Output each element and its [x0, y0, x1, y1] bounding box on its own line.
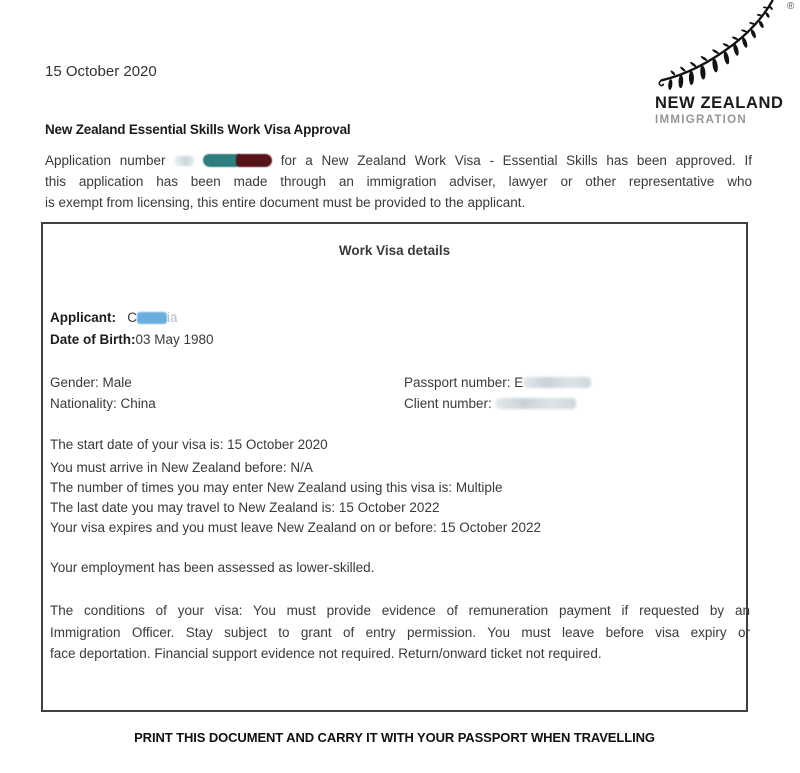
box-title: Work Visa details [338, 243, 451, 258]
applicant-visible-initial: C [127, 310, 138, 325]
redaction-application-number-remnant [174, 156, 194, 166]
visa-arrive-before-line: You must arrive in New Zealand before: N/A [50, 460, 313, 475]
dob-value: 03 May 1980 [135, 332, 214, 347]
passport-number-row [404, 375, 591, 390]
client-number-row [404, 396, 576, 411]
dob-label: Date of Birth: [50, 332, 136, 347]
visa-entries-line: The number of times you may enter New Zealand using this visa is: Multiple [50, 480, 503, 495]
redaction-application-number-maroon [236, 154, 272, 167]
document-date: 15 October 2020 [45, 63, 157, 80]
intro-line-3: is exempt from licensing, this entire document must be provided to the applicant. [45, 194, 526, 210]
logo-text-new-zealand: NEW ZEALAND [655, 94, 784, 112]
silver-fern-icon [650, 0, 784, 92]
visa-conditions-paragraph [50, 600, 750, 665]
conditions-line-2: Immigration Officer. Stay subject to grant of entry permission. You must leave before visa expiry or [50, 624, 750, 640]
applicant-name-remnant: ia [167, 310, 178, 325]
visa-start-date-line: The start date of your visa is: 15 October 2020 [50, 437, 328, 452]
conditions-line-1: The conditions of your visa: You must provide evidence of remuneration payment if requested by an [50, 603, 750, 618]
immigration-nz-logo [648, 0, 798, 132]
visa-last-travel-date-line: The last date you may travel to New Zealand is: 15 October 2022 [50, 500, 440, 515]
document-title: New Zealand Essential Skills Work Visa Approval [45, 122, 351, 137]
redaction-client-number [496, 398, 576, 409]
client-label: Client number: [404, 396, 492, 411]
conditions-line-3: face deportation. Financial support evidence not required. Return/onward ticket not required. [50, 646, 602, 662]
visa-expiry-line: Your visa expires and you must leave New Zealand on or before: 15 October 2022 [50, 520, 542, 535]
registered-trademark-icon: ® [787, 1, 795, 12]
passport-label: Passport number: E [404, 375, 524, 390]
redaction-passport-number [523, 377, 591, 388]
redaction-applicant-name [137, 312, 167, 324]
date-of-birth-row [50, 332, 214, 347]
applicant-label: Applicant: [50, 310, 116, 325]
work-visa-details-box [41, 222, 748, 712]
intro-paragraph [45, 151, 752, 213]
intro-line1-post: for a New Zealand Work Visa - Essential Skills has been approved. If [280, 153, 752, 168]
applicant-row [50, 310, 178, 325]
employment-assessment-line: Your employment has been assessed as lower-skilled. [50, 560, 375, 575]
nationality-row: Nationality: China [50, 396, 156, 411]
print-instruction: PRINT THIS DOCUMENT AND CARRY IT WITH YOUR PASSPORT WHEN TRAVELLING [134, 730, 655, 745]
intro-line-2: this application has been made through an immigration adviser, lawyer or other representative who [45, 173, 752, 189]
gender-row: Gender: Male [50, 375, 132, 390]
intro-line-1 [45, 151, 752, 172]
logo-text-immigration: IMMIGRATION [655, 114, 748, 126]
intro-line1-pre: Application number [45, 153, 166, 168]
